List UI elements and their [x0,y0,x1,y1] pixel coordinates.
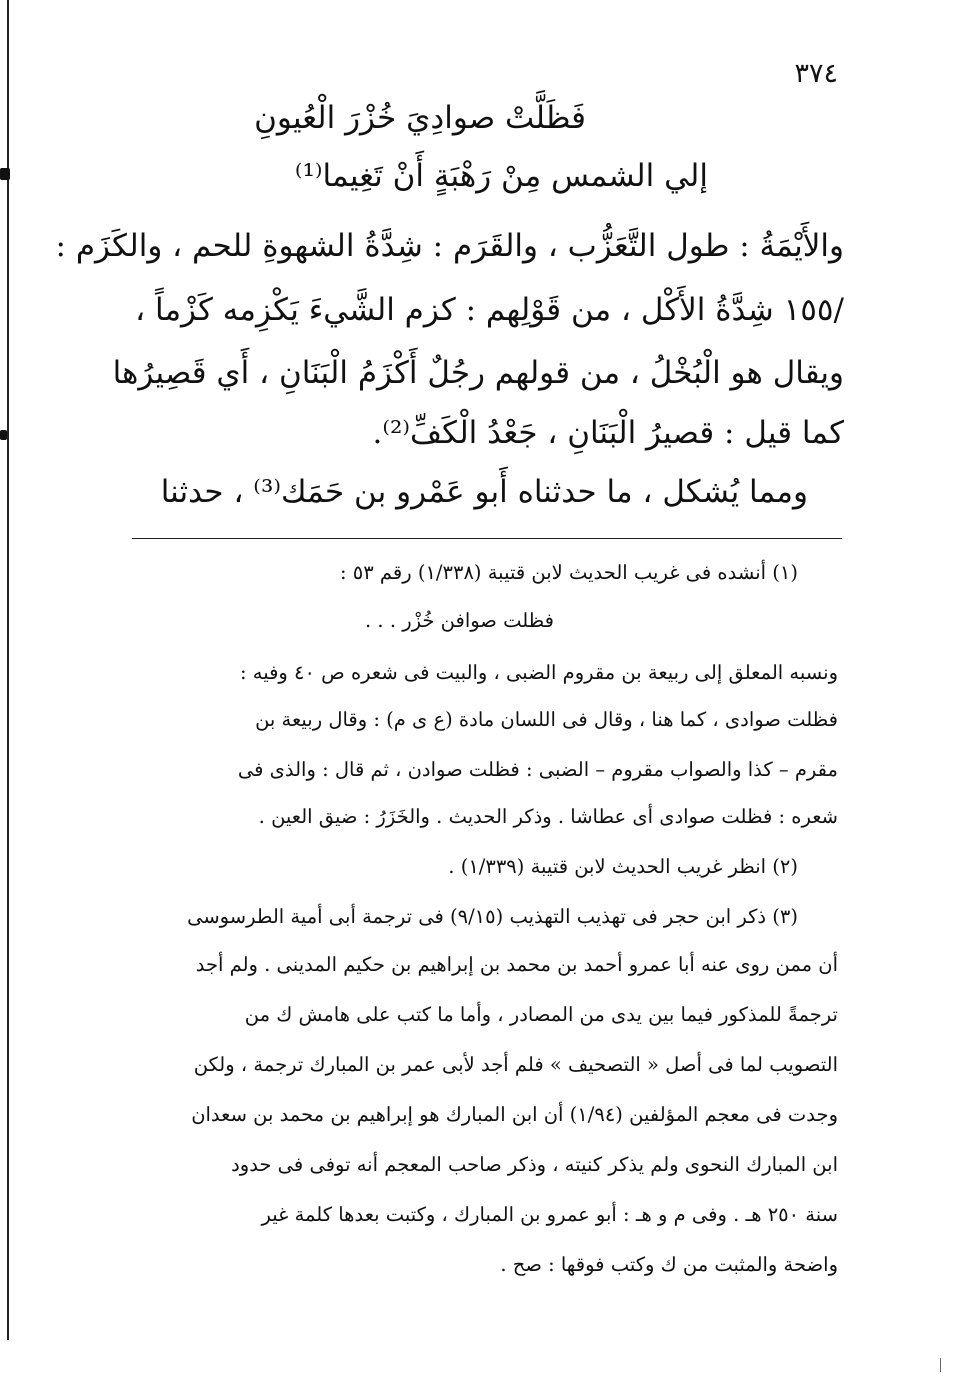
body-text-line: ومما يُشكل ، ما حدثناه أَبو عَمْرو بن حَمَك⁽³⁾ ، حدثنا [160,474,808,510]
scan-mark [0,168,10,180]
scan-edge-line [7,0,9,1340]
body-text-line: والأَيْمَةُ : طول التَّعَزُّب ، والقَرَم : شِدَّةُ الشهوةِ للحم ، والكَزَم : [55,228,844,264]
page-number: ٣٧٤ [794,58,838,89]
footnote-line: (٣) ذكر ابن حجر فى تهذيب التهذيب (٩/١٥) فى ترجمة أبى أمية الطرسوسى [187,905,798,928]
footnote-line: فظلت صوافن خُزْر . . . [365,609,554,632]
footnote-line: فظلت صوادى ، كما هنا ، وقال فى اللسان مادة (ع ى م) : وقال ربيعة بن [255,708,838,731]
footnote-line: وجدت فى معجم المؤلفين (١/٩٤) أن ابن المبارك هو إبراهيم بن محمد بن سعدان [191,1103,838,1126]
footnote-line: (٢) انظر غريب الحديث لابن قتيبة (١/٣٣٩) . [448,855,798,878]
scan-mark [0,430,7,440]
verse-line: فَظَلَّتْ صوادِيَ خُزْرَ الْعُيونِ [254,100,586,136]
footnote-line: واضحة والمثبت من ك وكتب فوقها : صح . [500,1253,838,1276]
scan-mark [940,1358,941,1372]
footnote-divider [132,538,842,539]
verse-line: إلي الشمس مِنْ رَهْبَةٍ أَنْ تَغِيما⁽¹⁾ [294,158,708,194]
footnote-line: سنة ٢٥٠ هـ . وفى م و هـ : أبو عمرو بن المبارك ، وكتبت بعدها كلمة غير [261,1203,838,1226]
footnote-line: (١) أنشده فى غريب الحديث لابن قتيبة (١/٣٣٨) رقم ٥٣ : [339,561,798,584]
footnote-line: شعره : فظلت صوادى أى عطاشا . وذكر الحديث . والخَزَرُ : ضيق العين . [258,805,838,828]
body-text-line: كما قيل : قصيرُ الْبَنَانِ ، جَعْدُ الْكَفِّ⁽²⁾. [372,415,844,451]
body-text-line: /١٥٥ شِدَّةُ الأَكْل ، من قَوْلِهم : كزم الشَّيءَ يَكْزِمه كَزْماً ، [135,292,844,328]
footnote-line: ابن المبارك النحوى ولم يذكر كنيته ، وذكر صاحب المعجم أنه توفى فى حدود [231,1153,838,1176]
footnote-line: أن ممن روى عنه أبا عمرو أحمد بن محمد بن إبراهيم بن حكيم المدينى . ولم أجد [195,953,838,976]
footnote-line: مقرم – كذا والصواب مقروم – الضبى : فظلت صوادن ، ثم قال : والذى فى [237,758,838,781]
body-text-line: ويقال هو الْبُخْلُ ، من قولهم رجُلٌ أَكْزَمُ الْبَنَانِ ، أَي قَصِيرُها [112,355,844,391]
footnote-line: ونسبه المعلق إلى ربيعة بن مقروم الضبى ، والبيت فى شعره ص ٤٠ وفيه : [239,661,838,684]
footnote-line: التصويب لما فى أصل « التصحيف » فلم أجد لأبى عمر بن المبارك ترجمة ، ولكن [193,1053,838,1076]
footnote-line: ترجمةً للمذكور فيما بين يدى من المصادر ، وأما ما كتب على هامش ك من [244,1003,838,1026]
